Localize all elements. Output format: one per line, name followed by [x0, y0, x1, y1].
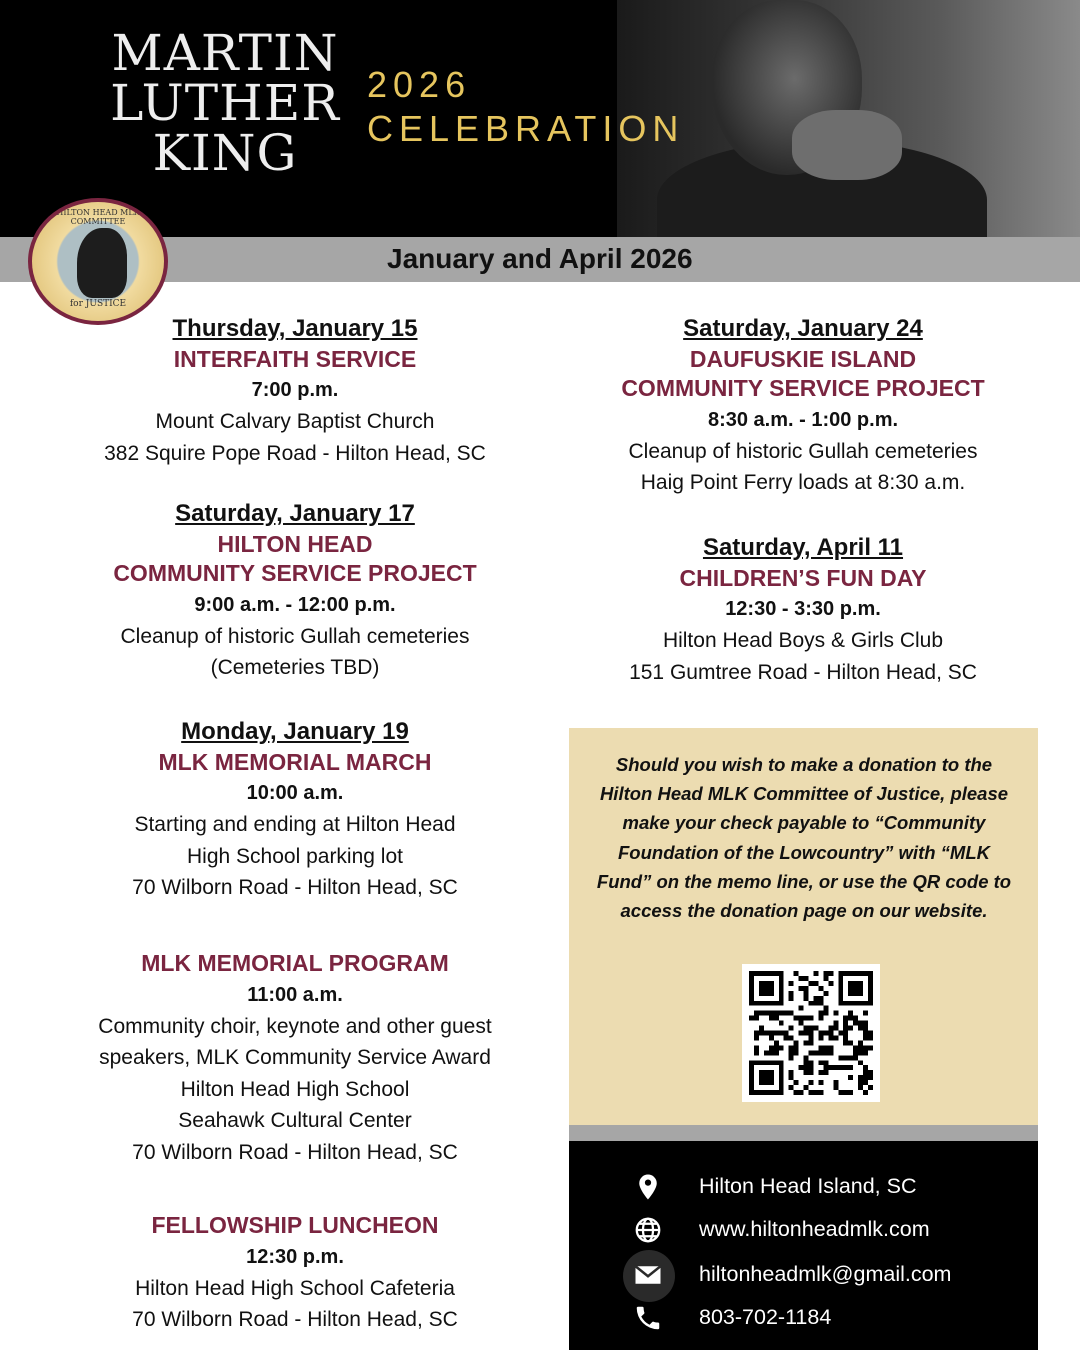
- event-block: [45, 949, 545, 1168]
- globe-icon: [633, 1215, 663, 1245]
- title-line: LUTHER: [110, 74, 340, 132]
- contact-email[interactable]: [569, 1254, 1038, 1294]
- contact-location: [569, 1166, 1038, 1206]
- event-date: Monday, January 19: [181, 718, 409, 745]
- event-detail: High School parking lot: [187, 844, 403, 868]
- event-detail: Mount Calvary Baptist Church: [155, 410, 435, 433]
- event-title: CHILDREN’S FUN DAY: [679, 564, 927, 591]
- event-time: 9:00 a.m. - 12:00 p.m.: [194, 593, 396, 616]
- donation-text: Should you wish to make a donation to the Hilton Head MLK Committee of Justice, please make your check payable to “Community Foundation of the Lowcountry” with “MLK Fund” on the memo line, or use the QR code to access the donation page on our website.: [596, 754, 1012, 922]
- header-title: [100, 24, 350, 182]
- event-detail: Community choir, keynote and other guest: [98, 1014, 492, 1038]
- phone-number: 803-702-1184: [699, 1305, 832, 1329]
- event-time: 7:00 p.m.: [251, 379, 339, 401]
- logo-text: HILTON HEAD MLK COMMITTEE: [56, 208, 140, 226]
- event-date: Saturday, January 24: [683, 315, 923, 342]
- event-detail: Starting and ending at Hilton Head: [134, 813, 456, 836]
- event-detail: 382 Squire Pope Road - Hilton Head, SC: [104, 441, 486, 465]
- event-detail: 70 Wilborn Road - Hilton Head, SC: [132, 1308, 458, 1331]
- email-link[interactable]: hiltonheadmlk@gmail.com: [699, 1262, 952, 1286]
- event-detail: Seahawk Cultural Center: [178, 1109, 412, 1132]
- event-detail: 70 Wilborn Road - Hilton Head, SC: [132, 1140, 458, 1164]
- event-detail: Cleanup of historic Gullah cemeteries: [628, 439, 978, 463]
- donation-box: [569, 728, 1038, 1125]
- event-detail: 151 Gumtree Road - Hilton Head, SC: [629, 660, 977, 684]
- event-detail: Haig Point Ferry loads at 8:30 a.m.: [640, 471, 966, 494]
- event-block: [553, 532, 1053, 688]
- event-detail: Hilton Head Boys & Girls Club: [662, 629, 944, 652]
- event-title: FELLOWSHIP LUNCHEON: [151, 1212, 439, 1238]
- event-detail: Cleanup of historic Gullah cemeteries: [120, 624, 470, 648]
- website-link[interactable]: www.hiltonheadmlk.com: [699, 1217, 930, 1241]
- header-year: 2026: [367, 64, 472, 105]
- event-title: DAUFUSKIE ISLAND: [689, 345, 917, 372]
- event-block: [553, 313, 1053, 499]
- event-time: 8:30 a.m. - 1:00 p.m.: [707, 408, 899, 431]
- contact-phone[interactable]: [569, 1297, 1038, 1337]
- event-block: [45, 716, 545, 904]
- header-subtitle: CELEBRATION: [367, 108, 685, 149]
- event-detail: Hilton Head High School: [180, 1077, 410, 1101]
- event-title: MLK MEMORIAL PROGRAM: [141, 950, 449, 976]
- event-date: Saturday, April 11: [702, 534, 904, 561]
- phone-icon: [633, 1303, 663, 1333]
- banner-text: January and April 2026: [387, 243, 693, 274]
- contact-text: Hilton Head Island, SC: [699, 1174, 917, 1198]
- envelope-icon: [633, 1260, 663, 1290]
- location-pin-icon: [633, 1172, 663, 1202]
- event-block: [45, 1211, 545, 1336]
- event-detail: speakers, MLK Community Service Award: [99, 1046, 491, 1069]
- event-date: Saturday, January 17: [175, 500, 415, 527]
- event-block: [45, 313, 545, 469]
- committee-logo: [28, 198, 168, 325]
- event-title: HILTON HEAD: [217, 530, 373, 557]
- mlk-portrait-photo: [617, 0, 1080, 237]
- event-block: [45, 498, 545, 684]
- event-title: MLK MEMORIAL MARCH: [158, 748, 432, 775]
- donation-qr-code[interactable]: [742, 964, 880, 1102]
- contact-website[interactable]: [569, 1209, 1038, 1249]
- event-detail: 70 Wilborn Road - Hilton Head, SC: [132, 876, 458, 899]
- event-time: 12:30 p.m.: [246, 1245, 344, 1268]
- title-line: MARTIN: [111, 24, 339, 82]
- event-title: COMMUNITY SERVICE PROJECT: [113, 560, 477, 586]
- event-time: 10:00 a.m.: [246, 782, 344, 804]
- event-detail: Hilton Head High School Cafeteria: [135, 1276, 455, 1300]
- event-detail: (Cemeteries TBD): [210, 656, 380, 679]
- logo-text: for JUSTICE: [69, 299, 127, 309]
- event-time: 12:30 - 3:30 p.m.: [725, 598, 881, 620]
- title-line: KING: [152, 124, 298, 182]
- event-title: INTERFAITH SERVICE: [173, 345, 417, 372]
- divider: [569, 1125, 1038, 1141]
- event-date: Thursday, January 15: [172, 315, 418, 342]
- contact-panel: [569, 1141, 1038, 1350]
- event-title: COMMUNITY SERVICE PROJECT: [621, 375, 985, 401]
- event-time: 11:00 a.m.: [247, 983, 343, 1006]
- header: [0, 0, 1080, 237]
